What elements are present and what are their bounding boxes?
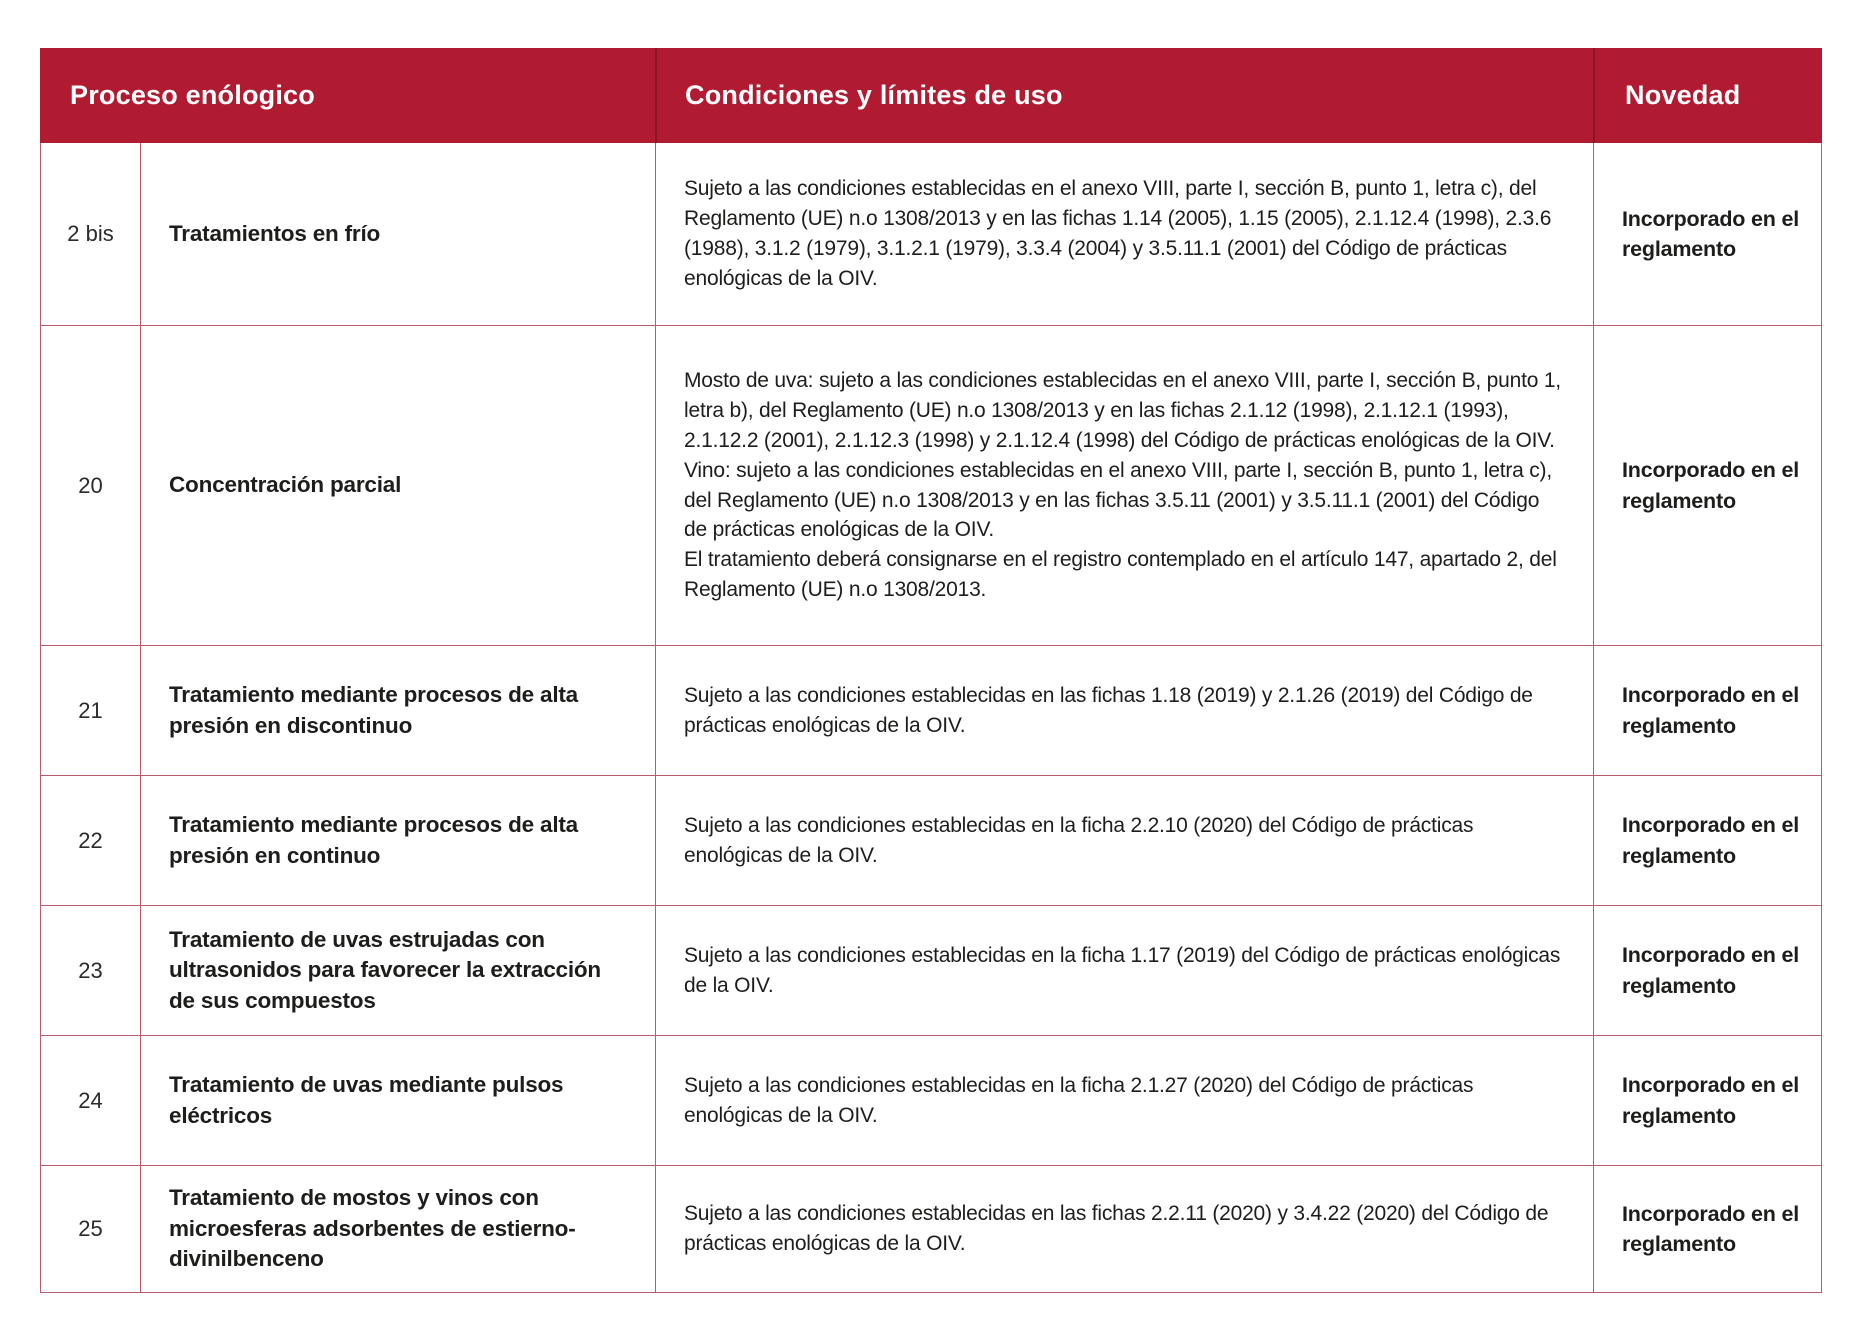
- row-number: 22: [41, 776, 141, 905]
- table-row: [41, 143, 1821, 326]
- conditions-cell: [656, 326, 1594, 645]
- row-number: 21: [41, 646, 141, 775]
- header-proceso-enologico: Proceso enólogico: [70, 80, 315, 110]
- novedad-cell: Incorporado en el reglamento: [1622, 206, 1799, 261]
- conditions-paragraph: Sujeto a las condiciones establecidas en la ficha 1.17 (2019) del Código de prácticas enológicas de la OIV.: [684, 943, 1561, 997]
- process-name: Tratamiento de mostos y vinos con microesferas adsorbentes de estierno-divinilbenceno: [141, 1166, 656, 1292]
- table-header-row: [40, 48, 1822, 143]
- process-name: Tratamiento mediante procesos de alta presión en discontinuo: [141, 646, 656, 775]
- table-row: [41, 906, 1821, 1036]
- conditions-paragraph: Sujeto a las condiciones establecidas en la ficha 2.2.10 (2020) del Código de prácticas enológicas de la OIV.: [684, 813, 1474, 867]
- header-condiciones: Condiciones y límites de uso: [655, 48, 1593, 143]
- conditions-cell: [656, 646, 1594, 775]
- process-name: Tratamiento de uvas mediante pulsos eléctricos: [141, 1036, 656, 1165]
- conditions-cell: [656, 143, 1594, 325]
- table-body: [40, 143, 1822, 1293]
- process-name: Tratamiento mediante procesos de alta presión en continuo: [141, 776, 656, 905]
- process-name: Concentración parcial: [141, 326, 656, 645]
- conditions-cell: [656, 776, 1594, 905]
- row-number: 23: [41, 906, 141, 1035]
- process-name: Tratamiento de uvas estrujadas con ultrasonidos para favorecer la extracción de sus compuestos: [141, 906, 656, 1035]
- table-row: [41, 776, 1821, 906]
- conditions-cell: [656, 1166, 1594, 1292]
- novedad-cell: Incorporado en el reglamento: [1622, 1201, 1799, 1256]
- conditions-paragraph: Mosto de uva: sujeto a las condiciones establecidas en el anexo VIII, parte I, sección B, punto 1, letra b), del Reglamento (UE) n.o 1308/2013 y en las fichas 2.1.12 (1998), 2.1.12.1 (1993), 2.1.12.2 (2001), 2.1.12.3 (1998) y 2.1.12.4 (1998) del Código de prácticas enológicas de la OIV.: [684, 369, 1561, 452]
- table-row: [41, 1166, 1821, 1293]
- row-number: 25: [41, 1166, 141, 1292]
- table-row: [41, 326, 1821, 646]
- conditions-paragraph: El tratamiento deberá consignarse en el registro contemplado en el artículo 147, apartado 2, del Reglamento (UE) n.o 1308/2013.: [684, 548, 1557, 601]
- conditions-paragraph: Sujeto a las condiciones establecidas en el anexo VIII, parte I, sección B, punto 1, letra c), del Reglamento (UE) n.o 1308/2013 y en las fichas 1.14 (2005), 1.15 (2005), 2.1.12.4 (1998), 2.3.6 (1988), 3.1.2 (1979), 3.1.2.1 (1979), 3.3.4 (2004) y 3.5.11.1 (2001) del Código de prácticas enológicas de la OIV.: [684, 177, 1552, 290]
- conditions-paragraph: Vino: sujeto a las condiciones establecidas en el anexo VIII, parte I, sección B, punto 1, letra c), del Reglamento (UE) n.o 1308/2013 y en las fichas 3.5.11 (2001) y 3.5.11.1 (2001) del Código de prácticas enológicas de la OIV.: [684, 458, 1552, 542]
- novedad-cell: Incorporado en el reglamento: [1622, 813, 1799, 868]
- novedad-cell: Incorporado en el reglamento: [1622, 943, 1799, 998]
- novedad-cell: Incorporado en el reglamento: [1622, 458, 1799, 513]
- conditions-cell: [656, 1036, 1594, 1165]
- conditions-paragraph: Sujeto a las condiciones establecidas en las fichas 2.2.11 (2020) y 3.4.22 (2020) del Código de prácticas enológicas de la OIV.: [684, 1202, 1549, 1255]
- header-novedad: Novedad: [1593, 48, 1822, 143]
- conditions-paragraph: Sujeto a las condiciones establecidas en las fichas 1.18 (2019) y 2.1.26 (2019) del Código de prácticas enológicas de la OIV.: [684, 683, 1533, 737]
- row-number: 20: [41, 326, 141, 645]
- process-name: Tratamientos en frío: [141, 143, 656, 325]
- table-row: [41, 1036, 1821, 1166]
- table-row: [41, 646, 1821, 776]
- conditions-cell: [656, 906, 1594, 1035]
- row-number: 24: [41, 1036, 141, 1165]
- conditions-paragraph: Sujeto a las condiciones establecidas en la ficha 2.1.27 (2020) del Código de prácticas enológicas de la OIV.: [684, 1073, 1474, 1127]
- novedad-cell: Incorporado en el reglamento: [1622, 1073, 1799, 1128]
- row-number: 2 bis: [41, 143, 141, 325]
- oenological-processes-table: [40, 48, 1822, 1293]
- novedad-cell: Incorporado en el reglamento: [1622, 683, 1799, 738]
